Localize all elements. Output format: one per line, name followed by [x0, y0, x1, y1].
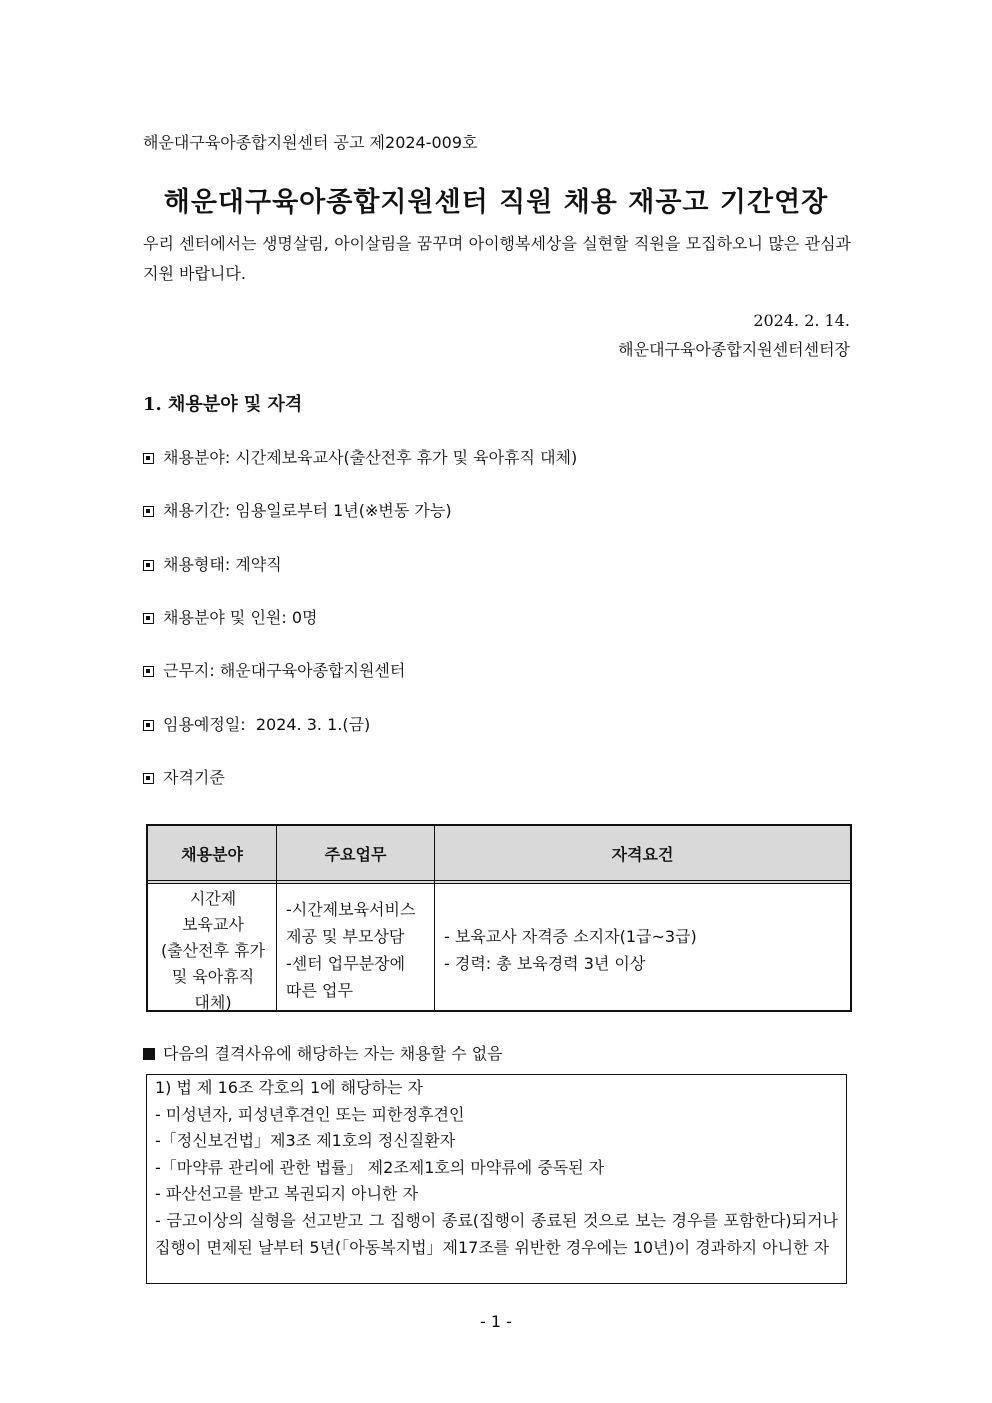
disqualification-heading: 다음의 결격사유에 해당하는 자는 채용할 수 없음: [143, 1041, 503, 1064]
signer: 해운대구육아종합지원센터센터장: [618, 340, 850, 359]
checkbox-square-icon: [143, 666, 154, 677]
bullet-item: 채용기간: 임용일로부터 1년(※변동 가능): [143, 498, 452, 521]
qualification-table: [146, 824, 852, 1012]
bullet-item: 자격기준: [143, 765, 225, 788]
bullet-item: 근무지: 해운대구육아종합지원센터: [143, 658, 405, 681]
checkbox-square-icon: [143, 453, 154, 464]
disqualification-line: - 금고이상의 실형을 선고받고 그 집행이 종료(집행이 종료된 것으로 보는 경우를 포함한다)되거나 집행이 면제된 날부터 5년(「아동복지법」제17조를 위반한 경우에는 10년)이 경과하지 아니한 자: [155, 1210, 838, 1257]
cell-field: 시간제 보육교사 (출산전후 휴가 및 육아휴직 대체): [160, 889, 266, 1012]
notice-number: 해운대구육아종합지원센터 공고 제2024-009호: [143, 133, 478, 152]
bullet-item: 채용형태: 계약직: [143, 552, 282, 575]
checkbox-square-icon: [143, 506, 154, 517]
cell-duties: -시간제보육서비스 제공 및 부모상담 -센터 업무분장에 따른 업무: [286, 900, 416, 1000]
header-field: 채용분야: [181, 845, 243, 864]
checkbox-square-icon: [143, 560, 154, 571]
bullet-item: 채용분야: 시간제보육교사(출산전후 휴가 및 육아휴직 대체): [143, 445, 577, 468]
disqualification-line: - 파산선고를 받고 복권되지 아니한 자: [155, 1184, 419, 1204]
intro-paragraph: 우리 센터에서는 생명살림, 아이살림을 꿈꾸며 아이행복세상을 실현할 직원을 모집하오니 많은 관심과 지원 바랍니다.: [143, 234, 851, 283]
page-number: - 1 -: [480, 1312, 512, 1331]
notice-date: 2024. 2. 14.: [753, 311, 850, 330]
checkbox-square-icon: [143, 720, 154, 731]
header-duties: 주요업무: [324, 845, 387, 864]
disqualification-line: - 미성년자, 피성년후견인 또는 피한정후견인: [155, 1104, 465, 1124]
black-square-icon: [143, 1048, 155, 1060]
checkbox-square-icon: [143, 773, 154, 784]
checkbox-square-icon: [143, 613, 154, 624]
cell-requirements: - 보육교사 자격증 소지자(1급~3급) - 경력: 총 보육경력 3년 이상: [444, 927, 697, 973]
section-title: 1. 채용분야 및 자격: [143, 394, 303, 415]
disqualification-box: [146, 1074, 847, 1284]
header-requirements: 자격요건: [611, 845, 674, 864]
disqualification-line: -「마약류 관리에 관한 법률」 제2조제1호의 마약류에 중독된 자: [155, 1157, 605, 1177]
page-title: 해운대구육아종합지원센터 직원 채용 재공고 기간연장: [163, 187, 829, 218]
bullet-item: 임용예정일: 2024. 3. 1.(금): [143, 712, 370, 735]
disqualification-line: 1) 법 제 16조 각호의 1에 해당하는 자: [155, 1078, 424, 1097]
bullet-item: 채용분야 및 인원: 0명: [143, 605, 317, 628]
disqualification-line: -「정신보건법」제3조 제1호의 정신질환자: [155, 1131, 456, 1151]
